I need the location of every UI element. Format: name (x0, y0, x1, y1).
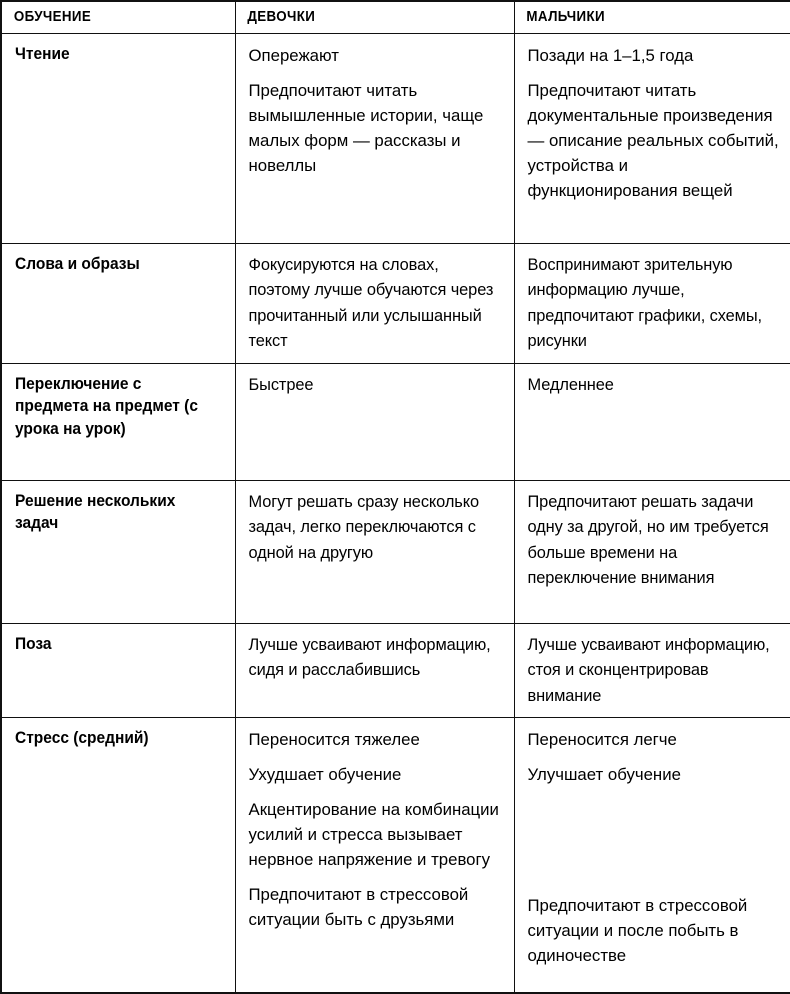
table-row (1, 363, 790, 480)
column-header-girls: ДЕВОЧКИ (235, 1, 492, 33)
paragraph: Предпочитают в стрессовой ситуации быть с друзьями (248, 885, 469, 929)
paragraph: Предпочитают решать задачи одну за другой, но им требуется больше времени на переключение внимания (527, 492, 769, 587)
table-row (1, 480, 790, 623)
paragraph: Медленнее (527, 375, 614, 394)
row-topic-reading (1, 33, 235, 243)
table-row (1, 623, 790, 718)
paragraph: Опережают (248, 45, 339, 65)
paragraph: Переносится легче (527, 730, 677, 749)
paragraph: Акцентирование на комбинации усилий и стресса вызывает нервное напряжение и тревогу (248, 800, 499, 869)
table-header (1, 1, 790, 33)
row-boys-reading (514, 33, 790, 243)
paragraph: Фокусируются на словах, поэтому лучше обучаются через прочитанный или услышанный текст (248, 255, 494, 350)
paragraph: Лучше усваивают информацию, сидя и расслабившись (248, 635, 491, 679)
topic-label: Переключение с предмета на предмет (с урока на урок) (15, 374, 198, 438)
row-girls-posture (235, 623, 514, 718)
row-topic-posture (1, 623, 235, 718)
topic-label: Слова и образы (15, 254, 140, 273)
paragraph: Улучшает обучение (527, 765, 681, 784)
row-boys-posture (514, 623, 790, 718)
row-boys-stress (514, 718, 790, 993)
row-topic-multitasking (1, 480, 235, 623)
header-row (1, 1, 790, 33)
row-topic-words-and-images (1, 243, 235, 363)
row-topic-stress (1, 718, 235, 993)
paragraph: Ухудшает обучение (248, 765, 402, 784)
table-row (1, 243, 790, 363)
paragraph: Предпочитают читать вымышленные истории, чаще малых форм — рассказы и новеллы (248, 80, 484, 175)
paragraph: Переносится тяжелее (248, 730, 420, 749)
topic-label: Решение нескольких задач (15, 491, 176, 532)
paragraph: Могут решать сразу несколько задач, легко переключаются с одной на другую (248, 492, 479, 562)
topic-label: Поза (15, 634, 52, 653)
row-girls-multitasking (235, 480, 514, 623)
row-girls-stress (235, 718, 514, 993)
row-girls-words-and-images (235, 243, 514, 363)
row-girls-reading (235, 33, 514, 243)
paragraph: Быстрее (248, 375, 314, 394)
paragraph: Предпочитают в стрессовой ситуации и после побыть в одиночестве (527, 896, 748, 965)
paragraph: Лучше усваивают информацию, стоя и сконцентрировав внимание (527, 635, 770, 705)
table-row (1, 718, 790, 993)
row-girls-switching (235, 363, 514, 480)
paragraph: Воспринимают зрительную информацию лучше, предпочитают графики, схемы, рисунки (527, 255, 762, 350)
row-topic-switching (1, 363, 235, 480)
row-boys-multitasking (514, 480, 790, 623)
row-boys-switching (514, 363, 790, 480)
column-header-boys: МАЛЬЧИКИ (514, 1, 769, 33)
column-header-topic: ОБУЧЕНИЕ (1, 1, 216, 33)
paragraph: Позади на 1–1,5 года (527, 45, 694, 65)
paragraph: Предпочитают читать документальные произведения — описание реальных событий, устройства и функционирования вещей (527, 80, 779, 200)
table-row (1, 33, 790, 243)
topic-label: Стресс (средний) (15, 729, 149, 747)
row-boys-words-and-images (514, 243, 790, 363)
table-body (1, 33, 790, 993)
spacer (528, 797, 781, 893)
topic-label: Чтение (15, 44, 70, 63)
